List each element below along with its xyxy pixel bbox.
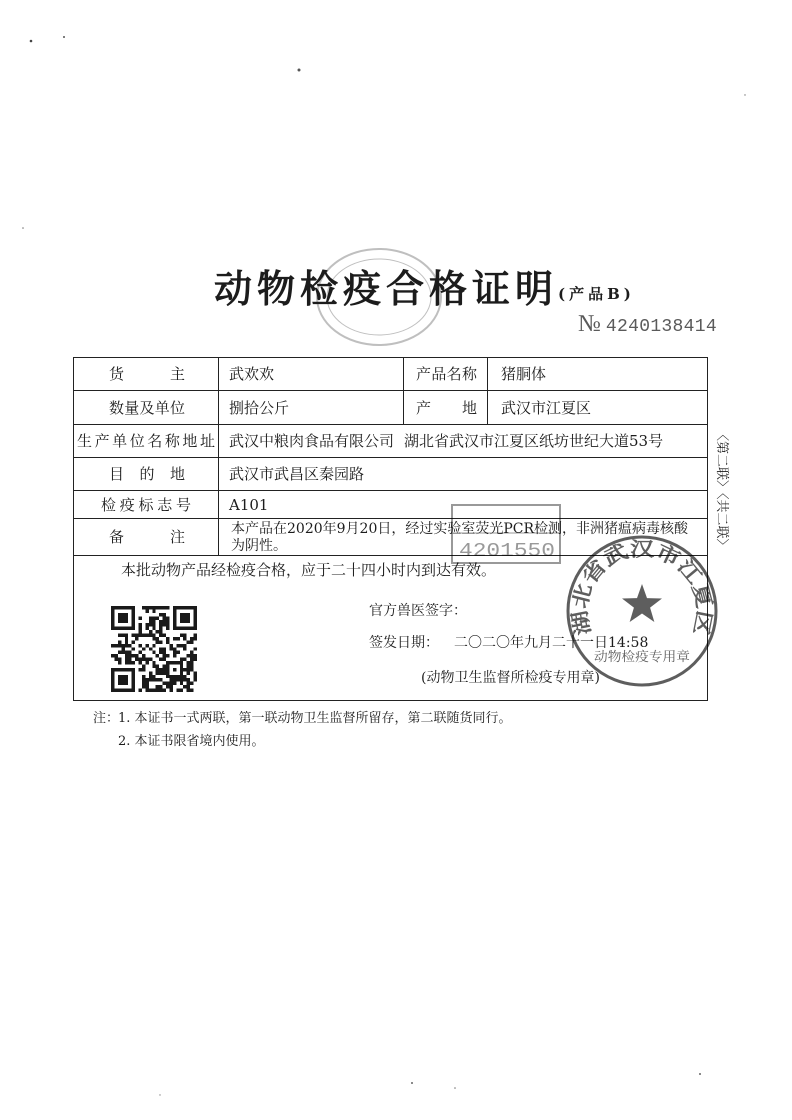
issue-date-label: 签发日期： (369, 635, 439, 651)
speck (699, 1073, 701, 1075)
seal-bottom-text: 动物检疫专用章 (594, 650, 686, 665)
box-stamp-number: 4201550 (459, 540, 555, 562)
speck (30, 40, 33, 43)
speck (63, 36, 65, 38)
speck (298, 69, 301, 72)
remarks-value (219, 519, 708, 556)
producer-address: 湖北省武汉市江夏区纸坊世纪大道53号 (404, 432, 664, 450)
certificate-table (73, 357, 708, 701)
numero-sign: № (578, 311, 601, 337)
row-destination (74, 458, 708, 491)
certification-area (74, 556, 707, 699)
origin-label: 产 地 (404, 391, 488, 425)
speck (411, 1082, 413, 1084)
note-item: 2. 本证书限省境内使用。 (118, 734, 265, 749)
row-owner (74, 358, 708, 391)
producer-label: 生产单位名称地址 (74, 425, 219, 458)
document-subtitle: (产品B) (558, 285, 635, 303)
row-quantity (74, 391, 708, 425)
qualification-statement: 本批动物产品经检疫合格，应于二十四小时内到达有效。 (121, 561, 497, 579)
note-item: 1. 本证书一式两联，第一联动物卫生监督所留存，第二联随货同行。 (118, 711, 512, 726)
copy-marker: 〈第二联〉〈共二联〉 (714, 428, 729, 552)
speck (744, 94, 745, 95)
speck (454, 1087, 456, 1089)
destination-label: 目 的 地 (74, 458, 219, 491)
product-name-value: 猪胴体 (488, 358, 708, 391)
quarantine-mark-value: A101 (219, 491, 708, 519)
producer-name: 武汉中粮肉食品有限公司 (229, 432, 395, 450)
speck (159, 1094, 160, 1095)
row-quarantine-mark (74, 491, 708, 519)
owner-label: 货 主 (74, 358, 219, 391)
vet-signature-label: 官方兽医签字： (369, 603, 467, 619)
row-remarks (74, 519, 708, 556)
quantity-label: 数量及单位 (74, 391, 219, 425)
remarks-line: 本产品在2020年9月20日，经过实验室荧光PCR检测，非洲猪瘟病毒核酸 (231, 521, 689, 537)
serial-number: 4240138414 (605, 317, 717, 337)
speck (22, 227, 24, 229)
remarks-label: 备 注 (74, 519, 219, 556)
origin-value: 武汉市江夏区 (488, 391, 708, 425)
destination-value: 武汉市武昌区秦园路 (219, 458, 708, 491)
row-producer (74, 425, 708, 458)
certification-cell (74, 556, 708, 701)
issue-date-value: 二〇二〇年九月二十一日14:58 (454, 635, 649, 651)
notes-label: 注： (93, 711, 120, 726)
row-certification (74, 556, 708, 701)
serial-number-block (578, 310, 717, 341)
quarantine-mark-label: 检疫标志号 (74, 491, 219, 519)
remarks-line: 为阴性。 (231, 538, 287, 554)
quantity-value: 捌拾公斤 (219, 391, 404, 425)
producer-value (219, 425, 708, 458)
seal-arc-textpath: 湖北省武汉市江夏区 (567, 536, 717, 638)
seal-caption: (动物卫生监督所检疫专用章) (421, 670, 600, 686)
owner-value: 武欢欢 (219, 358, 404, 391)
document-title: 动物检疫合格证明 (214, 266, 559, 311)
product-name-label: 产品名称 (404, 358, 488, 391)
qr-code-icon (111, 606, 197, 692)
